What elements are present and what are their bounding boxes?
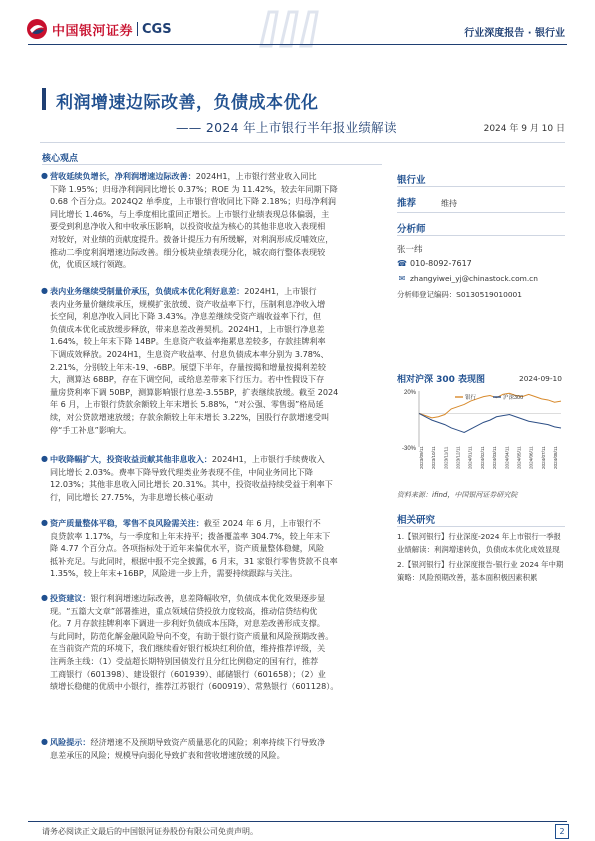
paragraph-line: 息差承压的风险；规模导向弱化导致扩表和营收增速放缓的风险。: [50, 749, 285, 760]
chart-heading: 相对沪深 300 表现图: [397, 375, 486, 385]
sidebar-rule: [397, 212, 565, 213]
core-rule: [42, 164, 382, 165]
legend-label: 银行: [465, 395, 477, 401]
paragraph-line: 降 4.77 个百分点。各项指标处于近年来偏优水平，资产质量整体稳健，风险: [50, 543, 325, 554]
company-logo: [26, 16, 172, 42]
paragraph-line: 1.64%，较上年末下降 14BP。生息资产收益率拖累息差较多，存款挂牌利率: [50, 336, 326, 347]
sidebar-rule: [397, 186, 565, 187]
paragraph-line: 优，优质区域行领跑。: [50, 259, 131, 270]
relative-performance-chart: [397, 385, 565, 475]
industry-label: 银行业: [397, 175, 426, 186]
bullet-icon: ●: [41, 171, 48, 180]
paragraph-line: 行，同比增长 27.75%，为非息增长核心驱动: [50, 491, 213, 502]
paragraph-line: 现。“五篇大文章”部署推进，重点领域信贷投放力度较高，推动信贷结构优: [50, 605, 318, 616]
title-rule: [40, 142, 565, 143]
bullet-icon: ●: [41, 593, 48, 602]
paragraph-line: 良贷款率 1.17%，与一季度和上年末持平；拨备覆盖率 304.7%，较上年末下: [50, 530, 331, 541]
paragraph-line: 长空间，利息净收入同比下降 3.43%。净息差继续受资产端收益率下行，但: [50, 311, 322, 322]
report-date: 2024 年 9 月 10 日: [483, 124, 565, 134]
x-tick-label: 2023/10/11: [431, 446, 437, 469]
paragraph-line: 对较好，对业绩的贡献度提升。拨备计提压力有所缓解，对利润形成反哺效应，: [50, 233, 334, 244]
paragraph-line: 12.03%；其他非息收入同比增长 20.31%。其中，投资收益持续受益于利率下: [50, 479, 333, 490]
paragraph-line: 同比增长 1.46%，与上季度相比重回正增长。上市银行业绩表现总体偏弱，主: [50, 208, 330, 219]
paragraph-line: 绩增长稳健的优质中小银行，推荐江苏银行（600919）、常熟银行（601128）。: [50, 681, 339, 692]
phone-text: 010-8092-7617: [410, 259, 472, 268]
report-type: 行业深度报告 · 银行业: [464, 28, 565, 39]
paragraph-line: 注两条主线：（1）受益超长期特别国债发行且分红比例稳定的国有行，推荐: [50, 655, 319, 666]
paragraph-line: 2024H1，上市银行手续费收入: [211, 454, 325, 464]
paragraph-line: 经济增速不及预期导致资产质量恶化的风险；利率持续下行导致净: [90, 737, 326, 747]
paragraph-heading: 风险提示：: [50, 737, 91, 747]
bullet-icon: ●: [41, 454, 48, 463]
page-number: 2: [555, 824, 569, 839]
y-tick-label: 20%: [403, 390, 416, 396]
paragraph-line: 工商银行（601398）、建设银行（601939）、邮储银行（601658）；（2）业: [50, 668, 326, 679]
analyst-phone: [397, 259, 472, 268]
footer-disclaimer: 请务必阅读正文最后的中国银河证券股份有限公司免责声明。: [42, 827, 258, 836]
chart-date: 2024-09-10: [519, 374, 562, 383]
paragraph-line: 年 6 月，上市银行贷款余额较上年末增长 5.88%，“对公强、零售弱”格局延: [50, 399, 324, 410]
email-icon: ✉: [398, 274, 406, 283]
paragraph-line: 续，对公贷款增速放缓；存款余额较上年末增长 3.22%，国股行存款增速受叫: [50, 411, 330, 422]
x-tick-label: 2024/05/11: [516, 446, 522, 469]
core-paragraph: [41, 285, 380, 436]
paragraph-line: 银行利润增速边际改善，息差降幅收窄，负债成本优化效果逐步显: [90, 593, 326, 603]
paragraph-line: 1.35%，较上年末+16BP，风险进一步上升，需要持续跟踪与关注。: [50, 568, 298, 579]
paragraph-heading: 营收延续负增长，净利润增速边际改善：: [50, 171, 196, 181]
analyst-name: 张一纬: [397, 245, 423, 255]
paragraph-line: 抵补充足。与此同时，根据中报不完全披露，6 月末，31 家银行零售贷款不良率: [50, 555, 338, 566]
paragraph-line: 负债成本优化或放缓步释放，带来息差改善契机。2024H1，上市银行净息差: [50, 323, 325, 334]
paragraph-line: 推动二季度利润增速边际改善。细分板块业绩表现分化，城农商行整体表现较: [50, 246, 326, 257]
x-tick-label: 2024/06/11: [528, 446, 534, 469]
footer-rule: [28, 821, 567, 822]
paragraph-line: 在当前资产荒的环境下，我们继续看好银行板块红利价值，维持推荐评级，关: [50, 643, 326, 654]
paragraph-line: 截至 2024 年 6 月，上市银行不: [203, 518, 321, 528]
paragraph-line: 量房贷利率下调 50BP，测算影响银行息差-3.55BP，扩表继续放缓。截至 2024: [50, 386, 339, 397]
x-tick-label: 2023/11/11: [443, 446, 449, 469]
paragraph-line: 下降 1.95%；归母净利润同比增长 0.37%；ROE 为 11.42%，较去年同期下降: [50, 183, 338, 194]
core-paragraph: [41, 592, 380, 693]
core-views-heading: 核心观点: [42, 154, 79, 164]
analyst-email[interactable]: [397, 274, 538, 283]
x-tick-label: 2024/03/11: [492, 446, 498, 469]
paragraph-heading: 资产质量整体平稳，零售不良风险需关注：: [50, 518, 204, 528]
chart-source: 资料来源：ifind，中国银河证券研究院: [397, 491, 518, 499]
x-tick-label: 2024/02/11: [479, 446, 485, 469]
x-tick-label: 2024/07/11: [540, 446, 546, 469]
legend-label: 沪深300: [503, 395, 524, 401]
paragraph-line: 同比增长 2.03%。费率下降导致代理类业务表现不佳，中间业务同比下降: [50, 466, 314, 477]
paragraph-line: 要受到利息净收入和中收承压影响，以投资收益为核心的其他非息收入表现相: [50, 221, 326, 232]
logo-text-cn: 中国银河证券: [52, 23, 134, 39]
rating-value: 维持: [441, 199, 457, 208]
x-tick-label: 2024/08/11: [553, 446, 558, 469]
x-tick-label: 2023/12/11: [455, 446, 461, 469]
email-text[interactable]: zhangyiwei_yj@chinastock.com.cn: [410, 274, 538, 283]
related-item[interactable]: 2.【银河银行】行业深度报告-银行业 2024 年中期策略：风险预期改善，基本面积极因素积累: [397, 560, 564, 582]
paragraph-heading: 表内业务继续受制量价承压，负债成本优化利好息差：: [50, 286, 245, 296]
header-rule: [28, 44, 567, 45]
x-tick-label: 2024/04/11: [504, 446, 510, 469]
paragraph-line: 大，测算达 68BP，存在下调空间，或给息差带来下行压力。若中性假设下存: [50, 374, 325, 385]
paragraph-heading: 投资建议：: [50, 593, 91, 603]
bullet-icon: ●: [41, 286, 48, 295]
x-tick-label: 2024/01/11: [467, 446, 473, 469]
paragraph-line: 表内业务量价継续承压，规模扩张放缓、资产收益率下行，压制利息净收入增: [50, 298, 326, 309]
page-title: 利润增速边际改善，负债成本优化: [56, 93, 319, 113]
core-paragraph: [41, 170, 380, 271]
paragraph-line: 2.21%，分别较上年末-19、-6BP。展望下半年，存量按揭和增量按揭利差较: [50, 361, 326, 372]
core-paragraph: [41, 517, 380, 580]
x-tick-label: 2023/09/11: [419, 446, 424, 469]
paragraph-line: 2024H1，上市银行营业收入同比: [195, 171, 317, 181]
chart-svg: [397, 385, 565, 475]
paragraph-line: 下调成效释放。2024H1，生息资产收益率、付息负债成本率分别为 3.78%、: [50, 348, 329, 359]
series-line: [419, 393, 561, 418]
related-item[interactable]: 1.【银河银行】行业深度-2024 年上市银行一季报业绩解读：利润增速转负，负债成本优化成效显现: [397, 532, 561, 554]
paragraph-line: 化。7 月存款挂牌利率下调进一步利好负债成本压降，对息差改善形成支撑。: [50, 618, 325, 629]
sidebar-rule: [397, 235, 565, 236]
rating-label: 推荐: [397, 198, 417, 209]
logo-divider: [137, 22, 138, 36]
phone-icon: ☎: [397, 259, 407, 268]
analyst-cert: 分析师登记编码：S0130519010001: [397, 290, 522, 299]
sidebar-rule: [397, 526, 565, 527]
y-tick-label: -30%: [401, 446, 416, 452]
paragraph-line: 停“手工补息”影响大。: [50, 424, 132, 435]
paragraph-line: 0.68 个百分点。2024Q2 单季度，上市银行营收同比下降 2.18%；归母净利润: [50, 196, 336, 207]
paragraph-heading: 中收降幅扩大，投资收益贡献其他非息收入：: [50, 454, 212, 464]
related-heading: 相关研究: [397, 515, 436, 526]
logo-mark-icon: [26, 18, 48, 40]
core-paragraph: [41, 736, 380, 761]
logo-text-en: CGS: [142, 21, 172, 37]
page-subtitle: —— 2024 年上市银行半年报业绩解读: [176, 120, 397, 135]
analyst-heading: 分析师: [397, 224, 426, 235]
bullet-icon: ●: [41, 737, 48, 746]
bullet-icon: ●: [41, 518, 48, 527]
title-accent-bar: [42, 88, 46, 110]
paragraph-line: 与此同时，防范化解金融风险导向不变，有助于银行资产质量和风险预期改善。: [50, 630, 334, 641]
core-paragraph: [41, 453, 380, 503]
paragraph-line: 2024H1，上市银行: [244, 286, 317, 296]
